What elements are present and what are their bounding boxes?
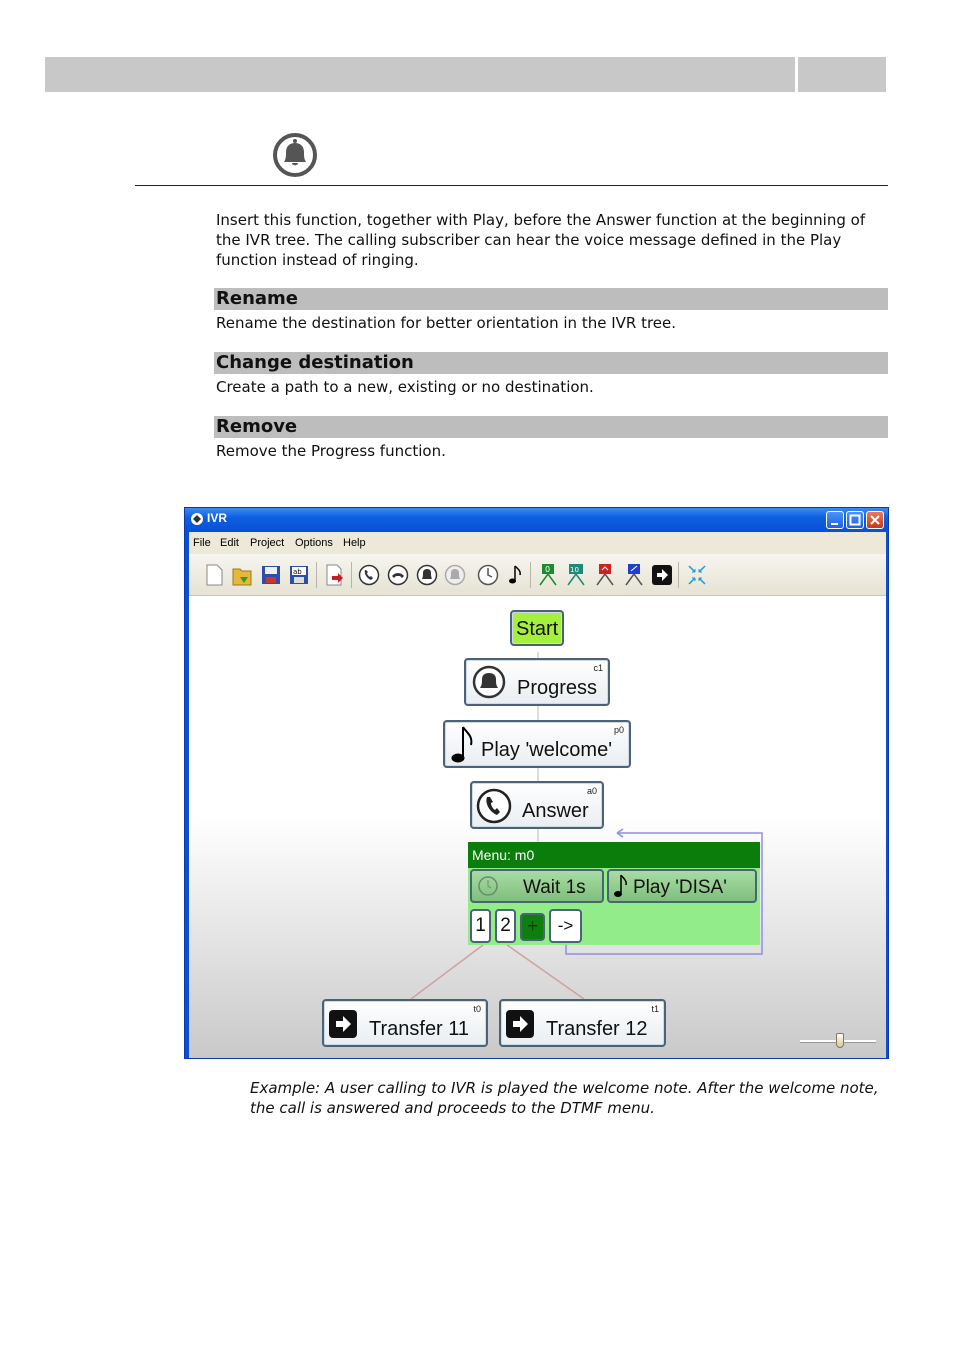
start-label: Start (516, 618, 559, 640)
open-icon[interactable] (231, 563, 253, 587)
ivr-canvas[interactable] (189, 596, 886, 1058)
collapse-icon[interactable] (686, 563, 708, 587)
start-node[interactable] (510, 610, 564, 646)
blue-menu-icon[interactable] (623, 563, 645, 587)
menu-node[interactable] (468, 842, 760, 945)
play-welcome-id: p0 (613, 725, 624, 735)
toolbar-separator (316, 562, 317, 588)
progress-bell-icon (472, 665, 506, 699)
app-icon (190, 512, 204, 526)
section-heading-change-destination: Change destination (214, 352, 888, 374)
transfer-12-label: Transfer 12 (546, 1018, 648, 1040)
transfer-12-id: t1 (651, 1004, 659, 1014)
play-welcome-label: Play 'welcome' (481, 739, 613, 761)
minimize-icon (827, 512, 843, 528)
header-bar-page-box (798, 57, 886, 92)
transfer-12-node[interactable] (499, 999, 666, 1047)
menu-10-icon[interactable] (565, 563, 587, 587)
header-bar (45, 57, 795, 92)
menu-project[interactable]: Project (250, 537, 285, 549)
transfer-11-node[interactable] (322, 999, 488, 1047)
menu-edit[interactable]: Edit (220, 537, 239, 549)
export-icon[interactable] (324, 563, 346, 587)
progress-id: c1 (593, 663, 603, 673)
menu-options[interactable]: Options (295, 537, 333, 549)
transfer-arrow-icon (505, 1009, 535, 1039)
progress-icon[interactable] (416, 563, 438, 587)
intro-text: Insert this function, together with Play, before the Answer function at the beginning of the IVR tree. The calling subscriber can hear the voice message defined in the Play function instead of ringing. (216, 211, 866, 269)
menu-bar (189, 532, 886, 554)
section-heading-rename: Rename (214, 288, 888, 310)
wait-icon[interactable] (477, 563, 499, 587)
progress-disabled-icon[interactable] (444, 563, 466, 587)
transfer-arrow-icon (328, 1009, 358, 1039)
answer-label: Answer (522, 800, 589, 822)
ivr-window (184, 507, 889, 1059)
menu-add-key-button[interactable]: + (520, 913, 545, 941)
maximize-button[interactable] (846, 511, 864, 529)
section-heading-remove: Remove (214, 416, 888, 438)
toolbar-separator (530, 562, 531, 588)
music-note-icon (612, 873, 628, 899)
menu-wait-label: Wait 1s (523, 877, 586, 898)
menu-header (468, 842, 760, 868)
progress-node[interactable] (464, 658, 610, 706)
menu-play-label: Play 'DISA' (633, 877, 727, 898)
menu-file[interactable]: File (193, 537, 211, 549)
play-icon[interactable] (505, 563, 527, 587)
transfer-11-label: Transfer 11 (369, 1018, 470, 1040)
heading-rule (135, 185, 888, 186)
transfer-11-id: t0 (473, 1004, 481, 1014)
progress-bell-icon (272, 132, 318, 178)
menu-play-item[interactable] (607, 869, 757, 903)
answer-node[interactable] (470, 781, 604, 829)
clock-icon (477, 875, 499, 897)
answer-icon[interactable] (358, 563, 380, 587)
close-icon (867, 512, 883, 528)
toolbar-separator (678, 562, 679, 588)
red-menu-icon[interactable] (594, 563, 616, 587)
menu-next-key[interactable]: -> (549, 909, 582, 943)
hangup-icon[interactable] (387, 563, 409, 587)
menu-key-2[interactable]: 2 (495, 909, 516, 943)
save-as-icon[interactable] (288, 563, 310, 587)
menu-title: Menu: m0 (472, 847, 535, 863)
save-icon[interactable] (260, 563, 282, 587)
minimize-button[interactable] (826, 511, 844, 529)
toolbar (189, 554, 886, 596)
answer-id: a0 (586, 786, 597, 796)
menu-0-icon[interactable] (537, 563, 559, 587)
play-welcome-node[interactable] (443, 720, 631, 768)
music-note-icon (449, 724, 475, 766)
svg-text:10: 10 (570, 566, 579, 574)
section-text-remove: Remove the Progress function. (216, 442, 446, 460)
new-icon[interactable] (203, 563, 225, 587)
close-button[interactable] (866, 511, 884, 529)
toolbar-separator (351, 562, 352, 588)
svg-text:0: 0 (545, 565, 551, 574)
phone-answer-icon (476, 788, 512, 824)
transfer-icon[interactable] (651, 563, 673, 587)
window-title: IVR (207, 511, 228, 525)
example-caption: Example: A user calling to IVR is played the welcome note. After the welcome note, the call is answered and proceeds to the DTMF menu. (250, 1079, 879, 1117)
progress-label: Progress (517, 677, 598, 699)
section-text-change-destination: Create a path to a new, existing or no destination. (216, 378, 594, 396)
menu-key-1[interactable]: 1 (470, 909, 491, 943)
menu-help[interactable]: Help (343, 537, 366, 549)
maximize-icon (847, 512, 863, 528)
svg-text:ab: ab (293, 568, 302, 576)
menu-wait-item[interactable] (470, 869, 604, 903)
section-text-rename: Rename the destination for better orientation in the IVR tree. (216, 314, 677, 332)
zoom-slider-thumb[interactable] (836, 1033, 844, 1048)
title-bar[interactable] (185, 508, 888, 532)
